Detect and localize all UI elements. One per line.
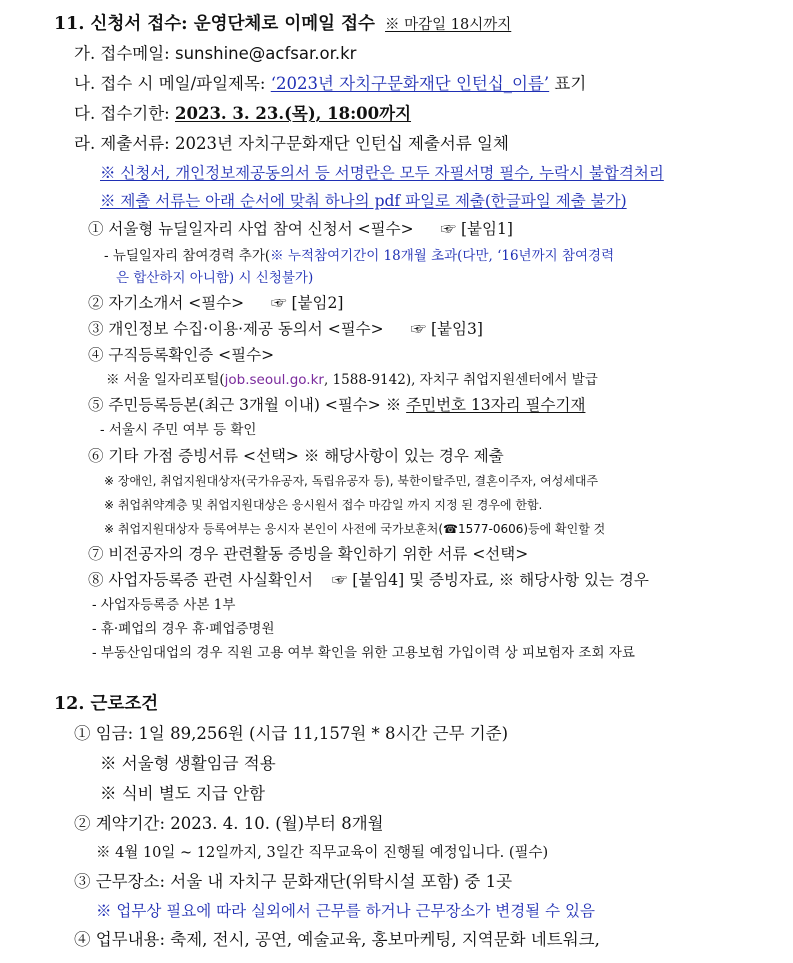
doc-8-ref: ☞ [붙임4] 및 증빙자료, ※ 해당사항 있는 경우 bbox=[331, 571, 649, 589]
doc-4-note bbox=[106, 372, 598, 389]
item-da bbox=[74, 104, 411, 125]
doc-3 bbox=[88, 320, 483, 339]
doc-6-note-2: ※ 취업취약계층 및 취업지원대상은 응시원서 접수 마감일 까지 지정 된 경우에 한함. bbox=[104, 498, 543, 512]
doc-5-label: ⑤ 주민등록등본(최근 3개월 이내) <필수> ※ bbox=[88, 396, 407, 414]
doc-8-sub-2: - 휴·폐업의 경우 휴·폐업증명원 bbox=[92, 621, 275, 637]
doc-8 bbox=[88, 571, 649, 590]
deadline-note: ※ 마감일 18시까지 bbox=[385, 17, 512, 33]
doc-5-sub: - 서울시 주민 여부 등 확인 bbox=[100, 422, 257, 438]
doc-2-ref: ☞ [붙임2] bbox=[271, 294, 344, 312]
contract-period: ② 계약기간: 2023. 4. 10. (월)부터 8개월 bbox=[74, 814, 384, 833]
doc-2 bbox=[88, 294, 343, 313]
doc-6-note-1: ※ 장애인, 취업지원대상자(국가유공자, 독립유공자 등), 북한이탈주민, 결혼이주자, 여성세대주 bbox=[104, 474, 599, 488]
work-place: ③ 근무장소: 서울 내 자치구 문화재단(위탁시설 포함) 중 1곳 bbox=[74, 872, 513, 891]
doc-8-sub-1: - 사업자등록증 사본 1부 bbox=[92, 597, 236, 613]
doc-8-sub-3: - 부동산임대업의 경우 직원 고용 여부 확인을 위한 고용보험 가입이력 상 피보험자 조회 자료 bbox=[92, 645, 635, 661]
job-portal-link[interactable]: job.seoul.go.kr bbox=[224, 372, 324, 388]
item-ra: 라. 제출서류: 2023년 자치구문화재단 인턴십 제출서류 일체 bbox=[74, 134, 509, 153]
doc-5 bbox=[88, 396, 585, 415]
doc-1-sub-b: ※ 누적참여기간이 18개월 초과(다만, ‘16년까지 참여경력 bbox=[270, 248, 615, 264]
doc-8-label: ⑧ 사업자등록증 관련 사실확인서 bbox=[88, 571, 313, 589]
doc-3-label: ③ 개인정보 수집·이용·제공 동의서 <필수> bbox=[88, 320, 384, 338]
contract-period-note: ※ 4월 10일 ~ 12일까지, 3일간 직무교육이 진행될 예정입니다. (필수) bbox=[96, 845, 549, 861]
section-11-title: 11. 신청서 접수: 운영단체로 이메일 접수 bbox=[54, 14, 375, 34]
doc-1-label: ① 서울형 뉴딜일자리 사업 참여 신청서 <필수> bbox=[88, 220, 414, 238]
doc-5-required: 주민번호 13자리 필수기재 bbox=[406, 396, 586, 414]
wage-note-1: ※ 서울형 생활임금 적용 bbox=[100, 754, 276, 773]
ga-label: 가. 접수메일: bbox=[74, 44, 175, 63]
doc-4-note-a: ※ 서울 일자리포털( bbox=[106, 372, 225, 388]
item-ga bbox=[74, 44, 356, 65]
na-suffix: 표기 bbox=[549, 74, 587, 93]
section-12-heading: 12. 근로조건 bbox=[54, 694, 159, 714]
wage: ① 임금: 1일 89,256원 (시급 11,157원 * 8시간 근무 기준) bbox=[74, 724, 509, 743]
doc-3-ref: ☞ [붙임3] bbox=[410, 320, 483, 338]
doc-1-sub-a: - 뉴딜일자리 참여경력 추가( bbox=[104, 248, 271, 264]
na-label: 나. 접수 시 메일/파일제목: bbox=[74, 74, 271, 93]
section-11-heading bbox=[54, 14, 511, 36]
doc-1-sub-c: 은 합산하지 아니함) 시 신청불가) bbox=[116, 270, 314, 286]
doc-7: ⑦ 비전공자의 경우 관련활동 증빙을 확인하기 위한 서류 <선택> bbox=[88, 545, 529, 563]
doc-1-sub bbox=[104, 248, 614, 265]
wage-note-2: ※ 식비 별도 지급 안함 bbox=[100, 784, 265, 803]
item-na bbox=[74, 74, 586, 95]
doc-1-ref: ☞ [붙임1] bbox=[440, 220, 513, 238]
doc-1 bbox=[88, 220, 513, 239]
doc-6: ⑥ 기타 가점 증빙서류 <선택> ※ 해당사항이 있는 경우 제출 bbox=[88, 447, 504, 465]
doc-2-label: ② 자기소개서 <필수> bbox=[88, 294, 245, 312]
doc-4-note-b: , 1588-9142), 자치구 취업지원센터에서 발급 bbox=[323, 372, 598, 388]
note-signature: ※ 신청서, 개인정보제공동의서 등 서명란은 모두 자필서명 필수, 누락시 불합격처리 bbox=[100, 164, 664, 182]
note-pdf: ※ 제출 서류는 아래 순서에 맞춰 하나의 pdf 파일로 제출(한글파일 제출 불가) bbox=[100, 192, 627, 210]
mail-title-format: ‘2023년 자치구문화재단 인턴십_이름’ bbox=[270, 74, 550, 93]
doc-4: ④ 구직등록확인증 <필수> bbox=[88, 346, 275, 364]
doc-6-note-3: ※ 취업지원대상자 등록여부는 응시자 본인이 사전에 국가보훈처(☎1577-0606)등에 확인할 것 bbox=[104, 522, 606, 536]
work-place-note: ※ 업무상 필요에 따라 실외에서 근무를 하거나 근무장소가 변경될 수 있음 bbox=[96, 902, 595, 920]
duty: ④ 업무내용: 축제, 전시, 공연, 예술교육, 홍보마케팅, 지역문화 네트워크, bbox=[74, 930, 600, 949]
da-label: 다. 접수기한: bbox=[74, 104, 175, 123]
email-address: sunshine@acfsar.or.kr bbox=[175, 44, 357, 63]
deadline-date: 2023. 3. 23.(목), 18:00까지 bbox=[175, 104, 412, 123]
